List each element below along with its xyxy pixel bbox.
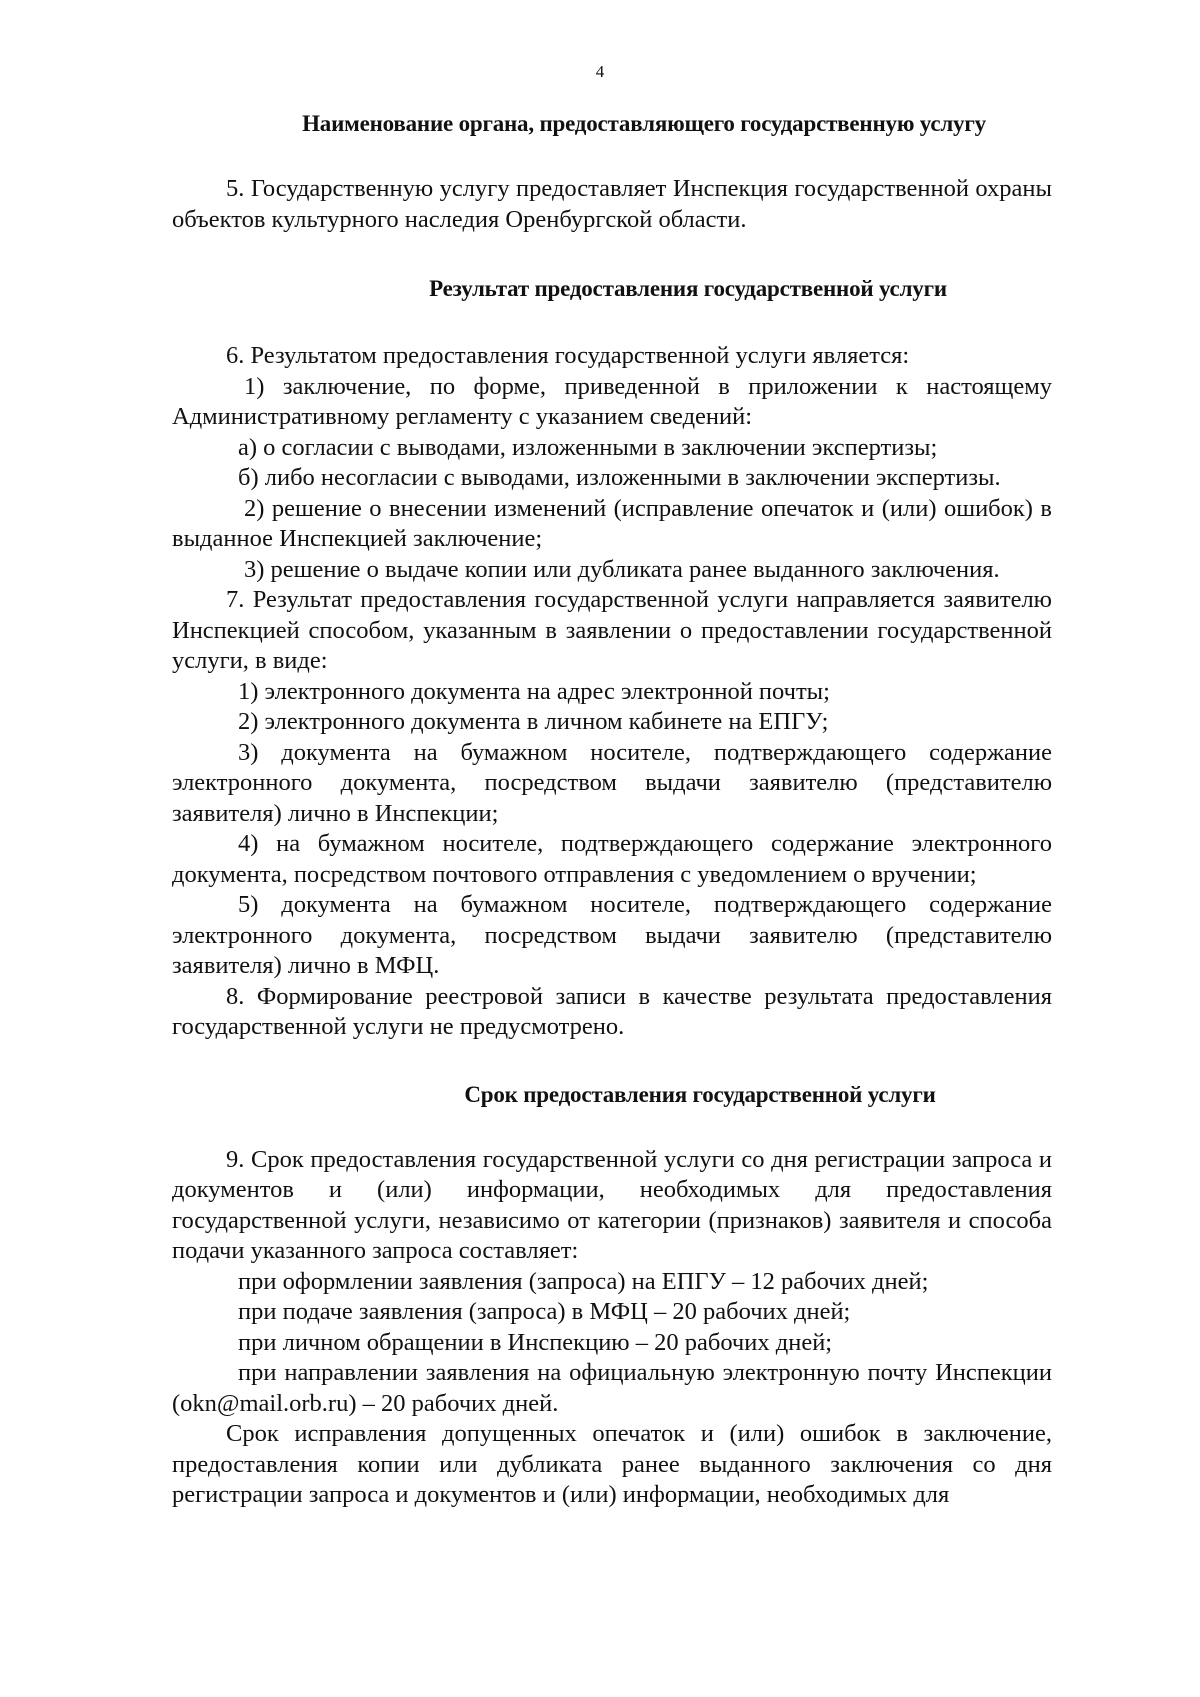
paragraph-6: 6. Результатом предоставления государственной услуги является: — [226, 342, 910, 369]
section-heading-term: Срок предоставления государственной услуги — [464, 1081, 936, 1107]
paragraph-7-item-1: 1) электронного документа на адрес электронной почты; — [238, 677, 830, 705]
paragraph-9-term-mfc: при подаче заявления (запроса) в МФЦ – 20 рабочих дней; — [238, 1298, 851, 1325]
paragraph-9-term-epgu: при оформлении заявления (запроса) на ЕПГУ – 12 рабочих дней; — [238, 1267, 929, 1295]
paragraph-9-term-email: при направлении заявления на официальную электронную почту Инспекции (okn@mail.orb.ru) – 20 рабочих дней. — [172, 1359, 1052, 1417]
page-number: 4 — [595, 62, 605, 81]
section-heading-result: Результат предоставления государственной услуги — [429, 276, 947, 301]
paragraph-7-item-4: 4) на бумажном носителе, подтверждающего содержание электронного документа, посредством почтового отправления с уведомлением о вручении; — [172, 830, 1052, 888]
paragraph-7-item-5: 5) документа на бумажном носителе, подтверждающего содержание электронного документа, посредством выдачи заявителю (представителю заявителя) лично в МФЦ. — [172, 891, 1052, 979]
paragraph-6-item-1: 1) заключение, по форме, приведенной в приложении к настоящему Административному регламенту с указанием сведений: — [172, 372, 1052, 430]
paragraph-8: 8. Формирование реестровой записи в качестве результата предоставления государственной услуги не предусмотрено. — [172, 982, 1052, 1040]
paragraph-6-item-2: 2) решение о внесении изменений (исправление опечаток и (или) ошибок) в выданное Инспекцией заключение; — [172, 494, 1052, 552]
paragraph-7-item-2: 2) электронного документа в личном кабинете на ЕПГУ; — [238, 708, 829, 735]
paragraph-9-term-personal: при личном обращении в Инспекцию – 20 рабочих дней; — [238, 1328, 833, 1356]
paragraph-correction-term: Срок исправления допущенных опечаток и (или) ошибок в заключение, предоставления копии или дубликата ранее выданного заключения со дня регистрации запроса и документов и (или) информации, необходимых для — [172, 1420, 1052, 1508]
paragraph-9: 9. Срок предоставления государственной услуги со дня регистрации запроса и документов и (или) информации, необходимых для предоставления государственной услуги, независимо от категории (признаков) заявителя и способа подачи указанного запроса составляет: — [172, 1145, 1052, 1264]
document-body — [172, 110, 1052, 1511]
paragraph-7-item-3: 3) документа на бумажном носителе, подтверждающего содержание электронного документа, посредством выдачи заявителю (представителю заявителя) лично в Инспекции; — [172, 738, 1052, 827]
section-heading-authority: Наименование органа, предоставляющего государственную услугу — [302, 111, 986, 136]
paragraph-6-item-3: 3) решение о выдаче копии или дубликата ранее выданного заключения. — [244, 555, 1000, 583]
paragraph-6-item-a: а) о согласии с выводами, изложенными в заключении экспертизы; — [238, 433, 938, 461]
paragraph-6-item-b: б) либо несогласии с выводами, изложенными в заключении экспертизы. — [238, 464, 1001, 491]
paragraph-5: 5. Государственную услугу предоставляет Инспекция государственной охраны объектов культурного наследия Оренбургской области. — [172, 175, 1052, 233]
paragraph-7: 7. Результат предоставления государственной услуги направляется заявителю Инспекцией способом, указанным в заявлении о предоставлении государственной услуги, в виде: — [172, 586, 1052, 674]
